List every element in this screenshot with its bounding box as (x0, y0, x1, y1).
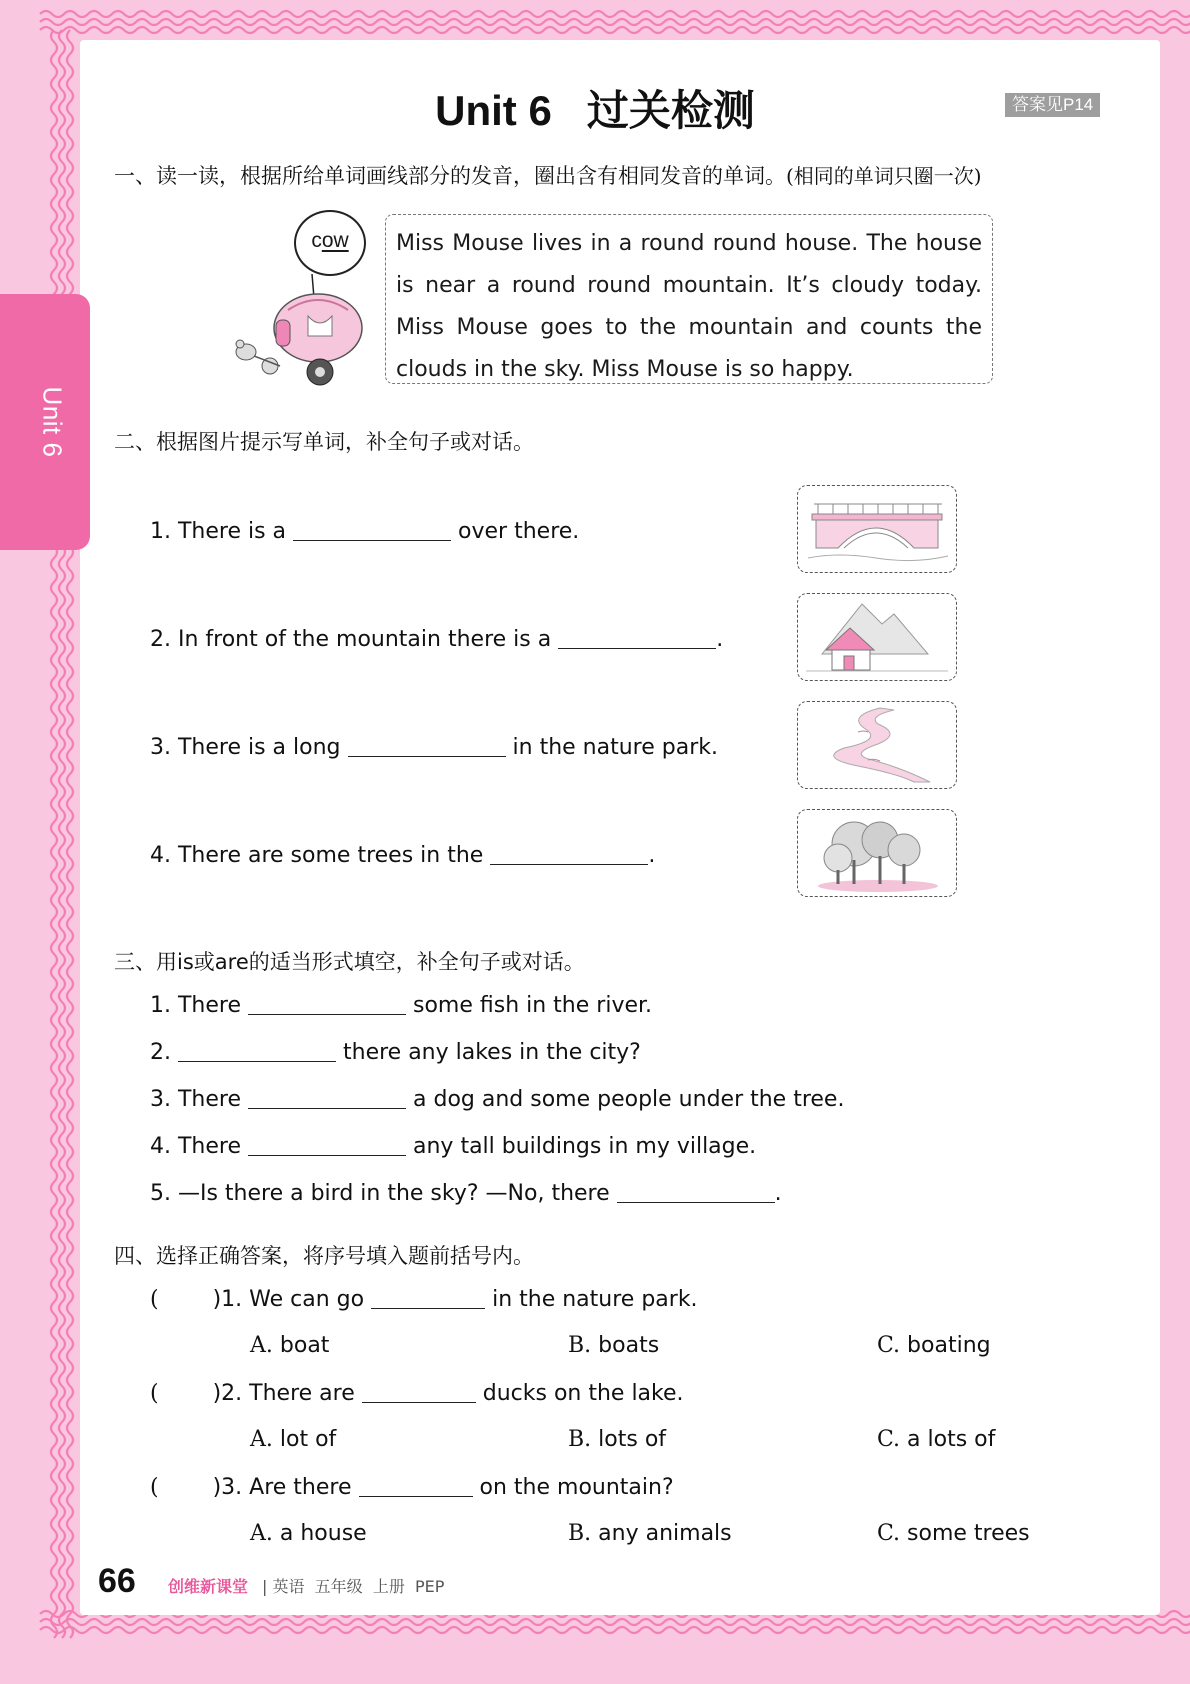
picture-question-3: 3. There is a long in the nature park. (150, 735, 718, 760)
keyword-balloon (294, 210, 366, 276)
fill-question-4: 4. There any tall buildings in my village. (150, 1134, 757, 1159)
option-3a[interactable]: A. a house (250, 1521, 367, 1546)
bridge-picture (797, 485, 957, 573)
section-1-note: (相同的单词只圈一次) (786, 164, 982, 188)
answer-blank[interactable] (178, 1039, 336, 1062)
option-1b[interactable]: B. boats (568, 1333, 660, 1358)
answer-blank[interactable] (248, 1133, 406, 1156)
river-picture (797, 701, 957, 789)
picture-question-2: 2. In front of the mountain there is a . (150, 627, 724, 652)
picture-question-4: 4. There are some trees in the . (150, 843, 656, 868)
picture-question-1: 1. There is a over there. (150, 519, 580, 544)
choice-question-3: ( )3. Are there on the mountain? (150, 1475, 674, 1500)
option-1c[interactable]: C. boating (877, 1333, 991, 1358)
forest-picture (797, 809, 957, 897)
section-4-heading: 四、选择正确答案，将序号填入题前括号内。 (114, 1244, 534, 1268)
series-name: 创维新课堂 (168, 1577, 249, 1596)
reading-passage: Miss Mouse lives in a round round house. The house is near a round round mountain. It’s cloudy today. Miss Mouse goes to the mountain and counts the clouds in the sky. Miss Mouse is so happy. (396, 231, 982, 382)
answer-paren-open[interactable]: ( (150, 1475, 159, 1500)
option-2c[interactable]: C. a lots of (877, 1427, 996, 1452)
answer-paren-open[interactable]: ( (150, 1381, 159, 1406)
answer-blank[interactable] (248, 1086, 406, 1109)
section-2-heading: 二、根据图片提示写单词，补全句子或对话。 (114, 430, 534, 454)
answer-blank[interactable] (248, 992, 406, 1015)
answer-blank[interactable] (348, 734, 506, 757)
keyword-cow: cow (311, 229, 349, 252)
fill-question-3: 3. There a dog and some people under the tree. (150, 1087, 845, 1112)
option-2b[interactable]: B. lots of (568, 1427, 667, 1452)
answer-paren-open[interactable]: ( (150, 1287, 159, 1312)
page-number: 66 (98, 1562, 136, 1600)
answer-blank[interactable] (558, 626, 716, 649)
option-1a[interactable]: A. boat (250, 1333, 330, 1358)
answer-blank[interactable] (490, 842, 648, 865)
pumpkin-carriage-illustration (228, 270, 368, 390)
choice-question-1: ( )1. We can go in the nature park. (150, 1287, 698, 1312)
option-3b[interactable]: B. any animals (568, 1521, 732, 1546)
choice-question-2: ( )2. There are ducks on the lake. (150, 1381, 684, 1406)
page-title: Unit 6 过关检测 (435, 87, 755, 134)
section-1-heading (114, 160, 982, 190)
answer-blank[interactable] (293, 518, 451, 541)
fill-question-2: 2. there any lakes in the city? (150, 1040, 641, 1065)
answer-blank (359, 1474, 473, 1497)
fill-question-5: 5. —Is there a bird in the sky? —No, there . (150, 1181, 782, 1206)
section-1-instruction: 一、读一读，根据所给单词画线部分的发音，圈出含有相同发音的单词。 (114, 164, 786, 188)
section-3-heading: 三、用is或are的适当形式填空，补全句子或对话。 (114, 950, 585, 974)
answer-blank[interactable] (617, 1180, 775, 1203)
answer-reference-badge: 答案见P14 (1005, 93, 1100, 117)
fill-question-1: 1. There some fish in the river. (150, 993, 653, 1018)
option-3c[interactable]: C. some trees (877, 1521, 1030, 1546)
reading-passage-box (385, 214, 993, 384)
answer-blank (371, 1286, 485, 1309)
house-picture (797, 593, 957, 681)
answer-blank (362, 1380, 476, 1403)
option-2a[interactable]: A. lot of (250, 1427, 337, 1452)
book-info: | 英语 五年级 上册 PEP (262, 1577, 445, 1596)
